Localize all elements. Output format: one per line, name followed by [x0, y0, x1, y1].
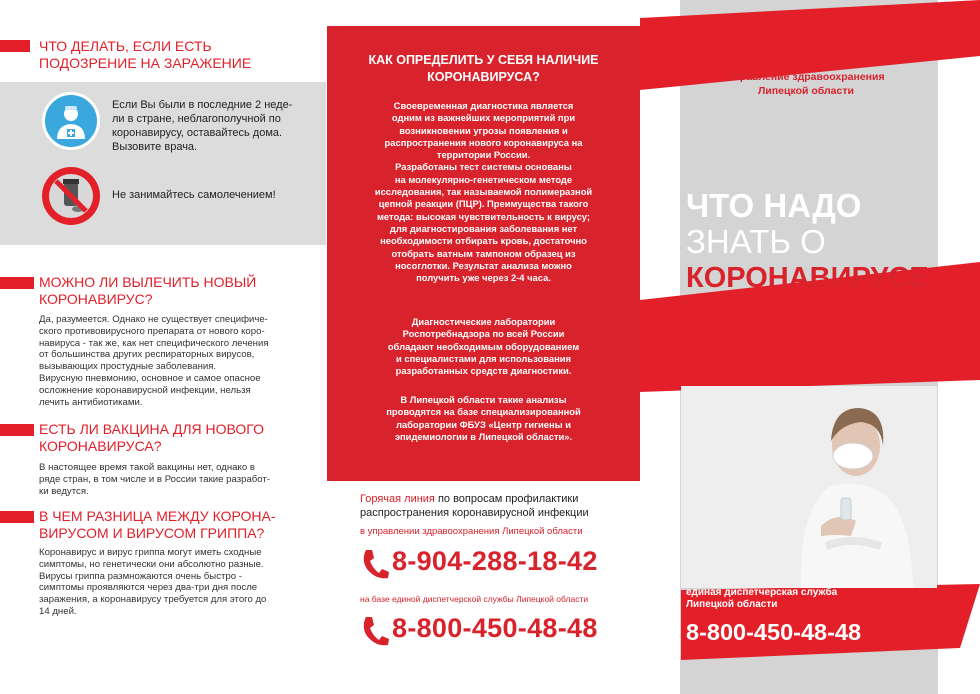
advice-stay-home: Если Вы были в последние 2 неде- ли в стране, неблагополучной по коронавирусу, оставайтесь дома. Вызовите врача.: [112, 99, 293, 153]
section-title-vaccine: ЕСТЬ ЛИ ВАКЦИНА ДЛЯ НОВОГО КОРОНАВИРУСА?: [39, 421, 264, 454]
section-marker-bar: [0, 40, 30, 52]
card-title: КАК ОПРЕДЕЛИТЬ У СЕБЯ НАЛИЧИЕ КОРОНАВИРУСА?: [368, 53, 599, 84]
section-text-flu-difference: Коронавирус и вирус гриппа могут иметь сходные симптомы, но генетически они абсолютно разные. Вирусы гриппа размножаются очень быстро - симптомы проявляются через два-три дня после заражения, а коронавирусу требуется для этого до 14 дней.: [39, 547, 267, 617]
doctor-icon: [42, 92, 100, 150]
no-self-medication-icon: [42, 167, 100, 225]
card-paragraph-lipetsk: В Липецкой области такие анализы проводятся на базе специализированной лаборатории ФБУЗ «Центр гигиены и эпидемиологии в Липецкой области».: [386, 394, 581, 442]
section-title-flu-difference: В ЧЕМ РАЗНИЦА МЕЖДУ КОРОНА- ВИРУСОМ И ВИРУСОМ ГРИППА?: [39, 508, 276, 541]
section-text-cure: Да, разумеется. Однако не существует специфиче- ского противовирусного препарата от нового коро- навируса - так же, как нет специфического лечения от большинства других респираторных вирусов, вызывающих простудные заболевания. Вирусную пневмонию, основное и самое опасное осложнение коронавирусной инфекции, нельзя лечить антибиотиками.: [39, 314, 269, 408]
phone2-caption: на базе единой диспетчерской службы Липецкой области: [360, 594, 589, 604]
organization-name: Управление здравоохранения Липецкой области: [727, 71, 885, 97]
phone-icon: [360, 615, 390, 647]
section-title-suspicion: ЧТО ДЕЛАТЬ, ЕСЛИ ЕСТЬ ПОДОЗРЕНИЕ НА ЗАРАЖЕНИЕ: [39, 38, 252, 71]
hotline-phone-number[interactable]: 8-904-288-18-42: [392, 546, 598, 576]
hotline-department: в управлении здравоохранения Липецкой области: [360, 526, 583, 537]
card-paragraph-laboratories: Диагностические лаборатории Роспотребнадзора по всей России обладают необходимым оборудованием и специалистами для использования разработанных средств диагностики.: [387, 316, 580, 377]
dispatch-phone-number[interactable]: 8-800-450-48-48: [686, 619, 862, 645]
card-paragraph-diagnostics: Своевременная диагностика является одним из важнейших мероприятий при возникновении угрозы появления и распространения нового коронавируса на территории России. Разработаны тест системы основаны на молекулярно-генетическом методе исследования, так называемой полимеразной цепной реакции (ПЦР). Преимущества такого метода: высокая чувствительность к вирусу; для диагностирования заболевания нет необходимости отбирать кровь, достаточно отобрать ватным тампоном образец из носоглотки. Результат анализа можно получить уже через 2-4 часа.: [374, 100, 593, 284]
dispatch-phone-number-middle[interactable]: 8-800-450-48-48: [392, 613, 598, 643]
section-marker-bar: [0, 424, 34, 436]
section-marker-bar: [0, 277, 34, 289]
woman-in-mask-photo: [681, 386, 937, 588]
section-text-vaccine: В настоящее время такой вакцины нет, однако в ряде стран, в том числе и в России такие разработ- ки ведутся.: [39, 462, 271, 497]
cover-title: ЧТО НАДО ЗНАТЬ О КОРОНАВИРУСЕ: [686, 187, 929, 294]
advice-no-self-medication: Не занимайтесь самолечением!: [112, 189, 276, 201]
section-title-cure: МОЖНО ЛИ ВЫЛЕЧИТЬ НОВЫЙ КОРОНАВИРУС?: [39, 274, 257, 307]
dispatch-service-label: единая диспетчерская служба Липецкой области: [686, 587, 838, 610]
diagnosis-info-card: [327, 26, 640, 481]
section-marker-bar: [0, 511, 34, 523]
phone-icon: [360, 548, 390, 580]
hotline-description: Горячая линия по вопросам профилактики распространения коронавирусной инфекции: [360, 493, 589, 519]
